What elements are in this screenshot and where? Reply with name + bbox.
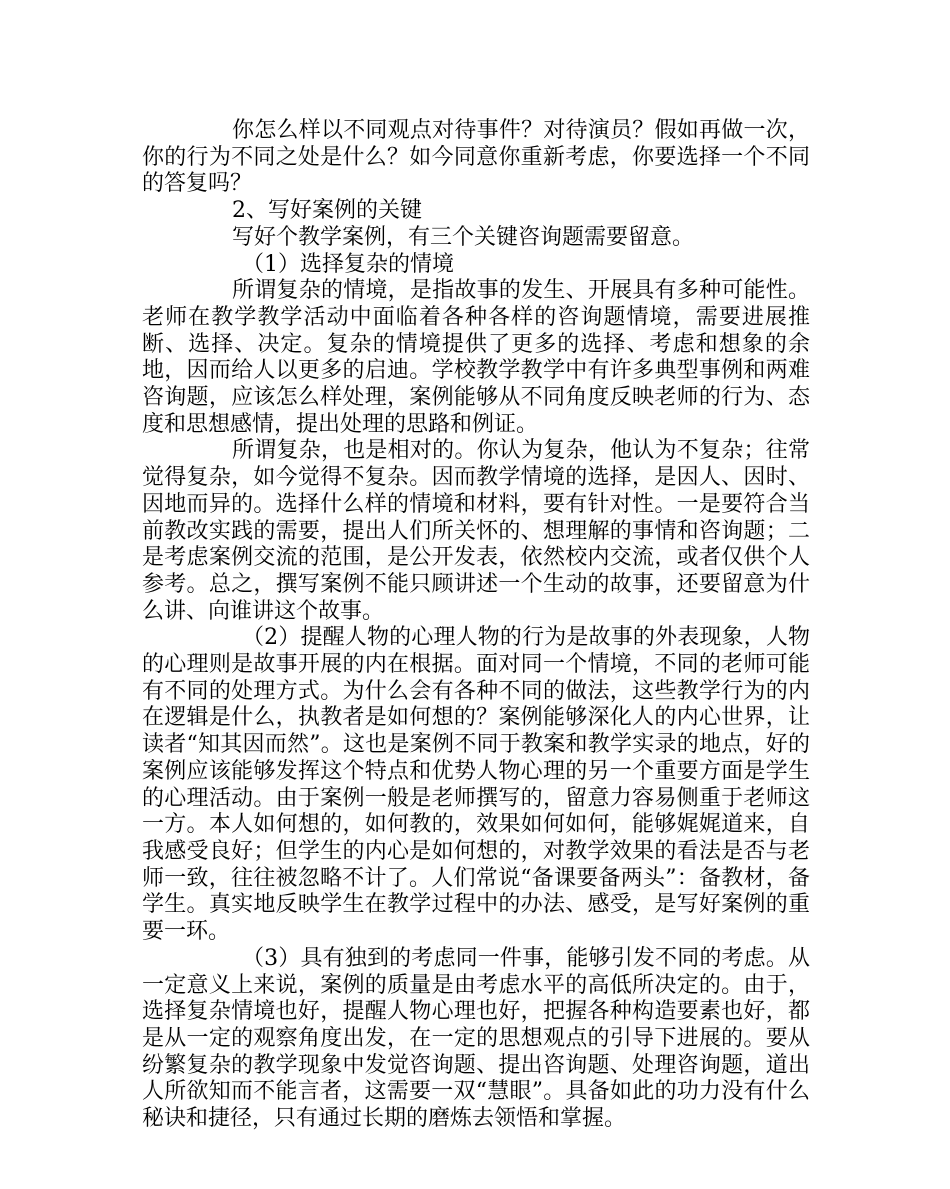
paragraph-relative-complexity: 所谓复杂，也是相对的。你认为复杂，他认为不复杂；往常觉得复杂，如今觉得不复杂。因而教学情境的选择，是因人、因时、因地而异的。选择什么样的情境和材料，要有针对性。一是要符合当前教改实践的需要，提出人们所关怀的、想理解的事情和咨询题；二是考虑案例交流的范围，是公开发表，依然校内交流，或者仅供个人参考。总之，撰写案例不能只顾讲述一个生动的故事，还要留意为什么讲、向谁讲这个故事。 bbox=[142, 438, 810, 624]
paragraph-complex-situation: 所谓复杂的情境，是指故事的发生、开展具有多种可能性。老师在教学教学活动中面临着各种各样的咨询题情境，需要进展推断、选择、决定。复杂的情境提供了更多的选择、考虑和想象的余地，因而给人以更多的启迪。学校教学教学中有许多典型事例和两难咨询题，应该怎么样处理，案例能够从不同角度反映老师的行为、态度和思想感情，提出处理的思路和例证。 bbox=[142, 278, 810, 437]
paragraph-character-psychology: （2）提醒人物的心理人物的行为是故事的外表现象，人物的心理则是故事开展的内在根据。面对同一个情境，不同的老师可能有不同的处理方式。为什么会有各种不同的做法，这些教学行为的内在逻辑是什么，执教者是如何想的？案例能够深化人的内心世界，让读者“知其因而然”。这也是案例不同于教案和教学实录的地点，好的案例应该能够发挥这个特点和优势人物心理的另一个重要方面是学生的心理活动。由于案例一般是老师撰写的，留意力容易侧重于老师这一方。本人如何想的，如何教的，效果如何如何，能够娓娓道来，自我感受良好；但学生的内心是如何想的，对教学效果的看法是否与老师一致，往往被忽略不计了。人们常说“备课要备两头”：备教材，备学生。真实地反映学生在教学过程中的办法、感受，是写好案例的重要一环。 bbox=[142, 625, 810, 945]
paragraph-unique-reflection: （3）具有独到的考虑同一件事，能够引发不同的考虑。从一定意义上来说，案例的质量是由考虑水平的高低所决定的。由于，选择复杂情境也好，提醒人物心理也好，把握各种构造要素也好，都是从一定的观察角度出发，在一定的思想观点的引导下进展的。要从纷繁复杂的教学现象中发觉咨询题、提出咨询题、处理咨询题，道出人所欲知而不能言者，这需要一双“慧眼”。具备如此的功力没有什么秘诀和捷径，只有通过长期的磨炼去领悟和掌握。 bbox=[142, 945, 810, 1132]
document-page bbox=[142, 118, 810, 1133]
section-heading-key-points: 2、写好案例的关键 bbox=[232, 198, 422, 224]
paragraph-three-issues: 写好个教学案例，有三个关键咨询题需要留意。 bbox=[232, 224, 695, 250]
paragraph-reflection-questions: 你怎么样以不同观点对待事件？对待演员？假如再做一次，你的行为不同之处是什么？如今同意你重新考虑，你要选择一个不同的答复吗？ bbox=[142, 118, 810, 197]
subheading-complex-situation: （1）选择复杂的情境 bbox=[242, 251, 454, 277]
